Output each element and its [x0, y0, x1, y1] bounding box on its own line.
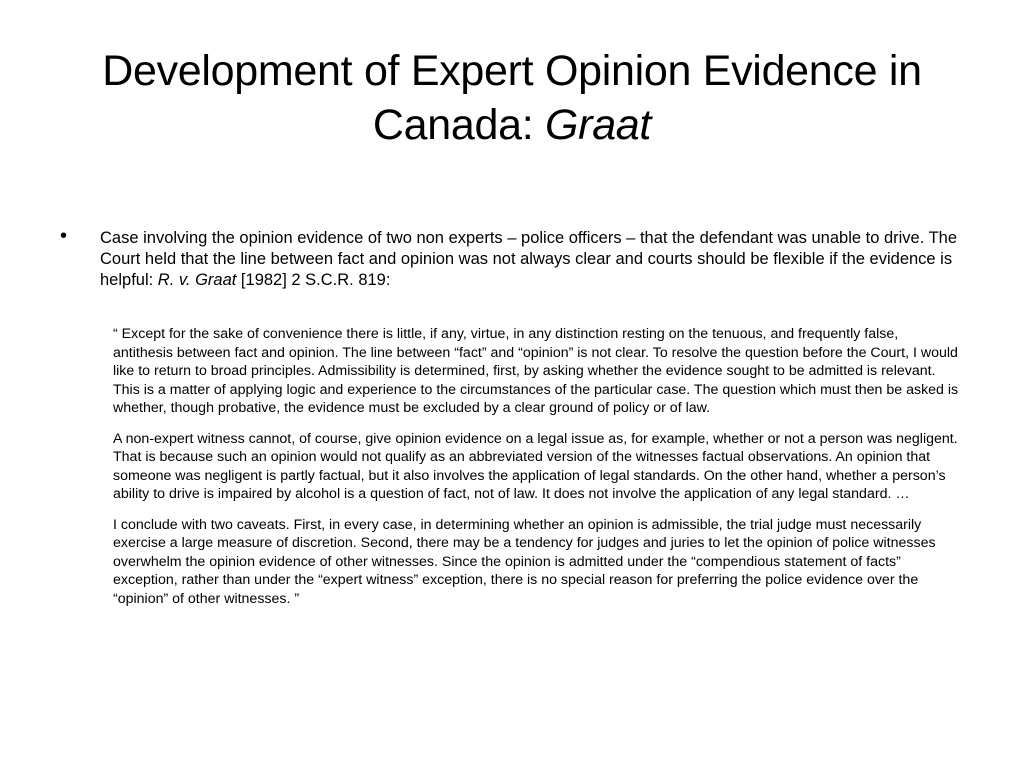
bullet-icon: • — [60, 225, 68, 247]
bullet-text — [100, 228, 960, 291]
slide-title-italic: Graat — [545, 101, 652, 149]
slide-title — [40, 44, 984, 152]
slide-title-main: Development of Expert Opinion Evidence in Canada: — [102, 47, 922, 149]
quote-paragraph-3: I conclude with two caveats. First, in every case, in determining whether an opinion is admissible, the trial judge must necessarily exercise a large measure of discretion. Second, there may be a tendency for judges and juries to let the opinion of police witnesses overwhelm the opinion evidence of other witnesses. Since the opinion is admitted under the “compendious statement of facts” exception, rather than under the “expert witness” exception, there is no special reason for preferring the police evidence over the “opinion” of other witnesses. ” — [113, 516, 936, 607]
quote-paragraph-2: A non-expert witness cannot, of course, give opinion evidence on a legal issue as, for example, whether or not a person was negligent. That is because such an opinion would not qualify as an abbreviated version of the witnesses factual observations. An opinion that someone was negligent is partly factual, but it also involves the application of legal standards. On the other hand, whether a person’s ability to drive is impaired by alcohol is a question of fact, not of law. It does not involve the application of any legal standard. … — [113, 430, 958, 502]
quote-paragraph-1: “ Except for the sake of convenience there is little, if any, virtue, in any distinction resting on the tenuous, and frequently false, antithesis between fact and opinion. The line between “fact” and “opinion” is not clear. To resolve the question before the Court, I would like to return to broad principles. Admissibility is determined, first, by asking whether the evidence sought to be admitted is relevant. This is a matter of applying logic and experience to the circumstances of the particular case. The question which must then be asked is whether, though probative, the evidence must be excluded by a clear ground of policy or of law. — [113, 326, 959, 416]
bullet-text-intro: Case involving the opinion evidence of two non experts – police officers – that the defendant was unable to drive. The Court held that the line between fact and opinion was not always clear and courts should be flexible if the evidence is helpful: — [100, 229, 958, 289]
case-citation-reference: [1982] 2 S.C.R. 819: — [236, 271, 391, 289]
quote-block — [113, 325, 961, 620]
case-citation-name: R. v. Graat — [157, 271, 237, 289]
